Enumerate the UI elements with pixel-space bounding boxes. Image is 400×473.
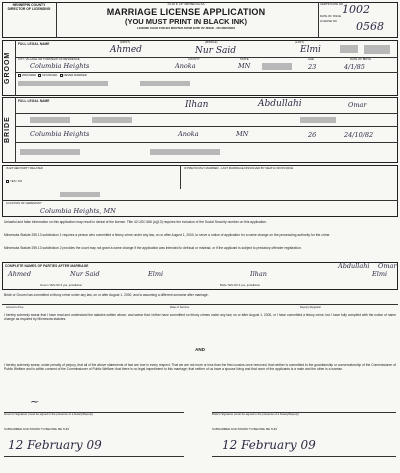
- groom-age: 23: [308, 63, 317, 71]
- bride-sworn-date: 12 February 09: [222, 438, 316, 452]
- sworn-statement-1: I hereby solemnly swear that I have read and understand the statutes written above, and swear that I either have committed no felony crimes under any law, on or after August 1, 2000, or I have committed a felony crime, but I have fully complied with the notice of name change as required by Minnesota statutes.: [4, 313, 396, 322]
- bride-sworn-label: SUBSCRIBED AND SWORN TO BEFORE ME THIS: [212, 427, 278, 431]
- never-married-label: NEVER MARRIED: [63, 73, 87, 78]
- redacted-block: [150, 149, 220, 155]
- cert-no: 1002: [342, 3, 370, 16]
- widowed-label: WIDOWED: [22, 73, 37, 78]
- groom-marital-options: [18, 74, 87, 78]
- redacted-block: [30, 117, 70, 123]
- statute-paragraph-2: Minnesota Statute 259.13 subdivision 1 requires a person who committed a felony crime under any law, on or after August 1, 2000, to serve a notice of application for a name change on the prosecuting authority for the crime.: [4, 233, 331, 237]
- bride-legal-name-label: FULL LEGAL NAME: [18, 99, 50, 103]
- widowed-checkbox: [18, 74, 21, 77]
- bride-first-name: Ilhan: [185, 100, 209, 110]
- groom-side-label: GROOM: [4, 51, 11, 85]
- bride-city: Columbia Heights: [30, 130, 90, 138]
- redacted-block: [18, 81, 108, 86]
- groom-middle-name: Nur Said: [195, 46, 237, 56]
- names-after-label: COMPLETE NAMES OF PARTIES AFTER MARRIAGE: [5, 264, 89, 268]
- groom-middle-label: (MIDDLE): [205, 40, 218, 44]
- relationship-yes-no: YES / NO: [6, 180, 22, 184]
- groom-after-first: Ahmed: [8, 270, 32, 278]
- bride-middle-name: Omar: [348, 101, 367, 109]
- bride-signature-label: Bride's Signature (must be signed in the presence of a Notary/Deputy): [212, 412, 299, 416]
- groom-age-label: AGE: [308, 57, 314, 61]
- deputy-label: Deputy Registrar: [300, 305, 321, 309]
- page-subtitle: (YOU MUST PRINT IN BLACK INK): [124, 16, 248, 26]
- groom-signature-label: Groom's Signature (must be signed in the presence of a Notary/Deputy): [4, 412, 93, 416]
- groom-last-label: (LAST): [295, 40, 304, 44]
- date-of-issue-label: DATE OF ISSUE: [320, 14, 342, 19]
- divorced-label: DIVORCED: [42, 73, 58, 78]
- county-block: [4, 4, 54, 12]
- ceremony-label: LOCATION OF CEREMONY: [6, 201, 42, 205]
- never-married-checkbox: [60, 74, 63, 77]
- redacted-block: [20, 149, 80, 155]
- groom-first-label: (FIRST): [120, 40, 130, 44]
- certificate-block: [320, 2, 396, 33]
- page-title: MARRIAGE LICENSE APPLICATION: [106, 6, 266, 17]
- bride-yes-no: Bride YES NO If yes, jurisdiction: [220, 283, 261, 287]
- bride-after-middle: Omar: [378, 262, 397, 270]
- groom-yes-no: Groom YES NO If yes, jurisdiction: [40, 283, 83, 287]
- felony-statement: Bride or Groom has committed a felony crime under any law, on or after August 1, 2000, and is assuming a different surname after marriage.: [4, 293, 209, 297]
- county-label: HENNEPIN COUNTY: [12, 3, 46, 7]
- bride-side-label: BRIDE: [4, 116, 11, 144]
- groom-dob: 4/1/85: [344, 63, 365, 71]
- groom-after-middle: Nur Said: [70, 270, 100, 278]
- groom-legal-name-label: FULL LEGAL NAME: [18, 42, 50, 46]
- groom-after-last: Elmi: [148, 270, 164, 278]
- state-label: STATE OF MINNESOTA: [167, 2, 205, 6]
- sworn-statement-2: I hereby solemnly swear, under penalty of perjury, that all of the above statements of fact are true in every respect: That we are not more or less than the first cousins once removed; that neither is committed to the guardianship or conservatorship of the Commissioner of Public Welfare and is within consent of the Commissioner of Public Welfare; that there is no legal impediment to this marriage; that neither of us have a spouse living and that none of the applicants is a male and the other is a woman.: [4, 363, 396, 372]
- bride-state: MN: [236, 130, 249, 138]
- bride-after-last: Abdullahi: [338, 262, 370, 270]
- statute-paragraph-1: Unlawful and false information on this application may result in denial of the license. Title 42 USC 666 (a)(13) requires the inclusion of the Social Security number on this application.: [4, 220, 267, 224]
- validity-note: LICENSE VALID FOR SIX MONTHS FROM DATE OF ISSUE - NO REFUNDS: [137, 25, 235, 30]
- groom-city: Columbia Heights: [30, 62, 90, 70]
- groom-dob-label: DATE OF BIRTH: [350, 57, 372, 61]
- and-label: AND: [195, 347, 205, 352]
- redacted-block: [300, 117, 336, 123]
- groom-address-label: CITY, VILLAGE OR TOWNSHIP OF RESIDENCE: [18, 57, 80, 61]
- groom-sworn-date: 12 February 09: [8, 438, 102, 452]
- groom-county: Anoka: [175, 62, 196, 70]
- groom-state: MN: [238, 62, 251, 70]
- groom-county-label: COUNTY: [188, 57, 200, 61]
- bride-after-first: Ilhan: [250, 270, 267, 278]
- title-block: [60, 3, 312, 30]
- groom-signature-mark: ~: [30, 395, 40, 408]
- fee-label: Amount of fee: [6, 305, 24, 309]
- redacted-block: [60, 192, 100, 197]
- relationship-label: IS EITHER PARTY RELATED: [6, 166, 43, 170]
- bride-dob: 24/10/82: [344, 131, 374, 139]
- license-no: 0568: [356, 20, 384, 33]
- redacted-block: [364, 45, 390, 54]
- ceremony-location: Columbia Heights, MN: [40, 207, 116, 215]
- other-marriage-label: IF PREVIOUSLY MARRIED - LAST MARRIAGE DISSOLVED BY DEATH OR DIVORCE: [184, 166, 294, 170]
- groom-sworn-label: SUBSCRIBED AND SWORN TO BEFORE ME THIS: [4, 427, 70, 431]
- bride-county: Anoka: [178, 130, 199, 138]
- groom-first-name: Ahmed: [110, 45, 142, 55]
- bride-age: 26: [308, 131, 317, 139]
- license-no-label: LICENSE NO: [320, 18, 337, 23]
- cert-no-label: CERTIFICATE NO: [320, 2, 344, 6]
- bride-after-suffix: Elmi: [372, 270, 388, 278]
- groom-state-label: STATE: [240, 57, 249, 61]
- redacted-block: [340, 45, 358, 53]
- date-of-service-label: Date of Service: [170, 305, 190, 309]
- redacted-block: [262, 63, 292, 70]
- statute-paragraph-3: Minnesota Statute 259.13 subdivision 2 provides the court may not grant a name change if the application was intended to defraud or mislead, or if the applicant is subject to predatory offender registration.: [4, 246, 302, 250]
- bride-last-name: Abdullahi: [258, 99, 302, 109]
- redacted-block: [140, 81, 190, 86]
- redacted-block: [92, 117, 132, 123]
- groom-last-name: Elmi: [300, 45, 321, 55]
- director-label: DIRECTOR OF LICENSING: [7, 6, 51, 11]
